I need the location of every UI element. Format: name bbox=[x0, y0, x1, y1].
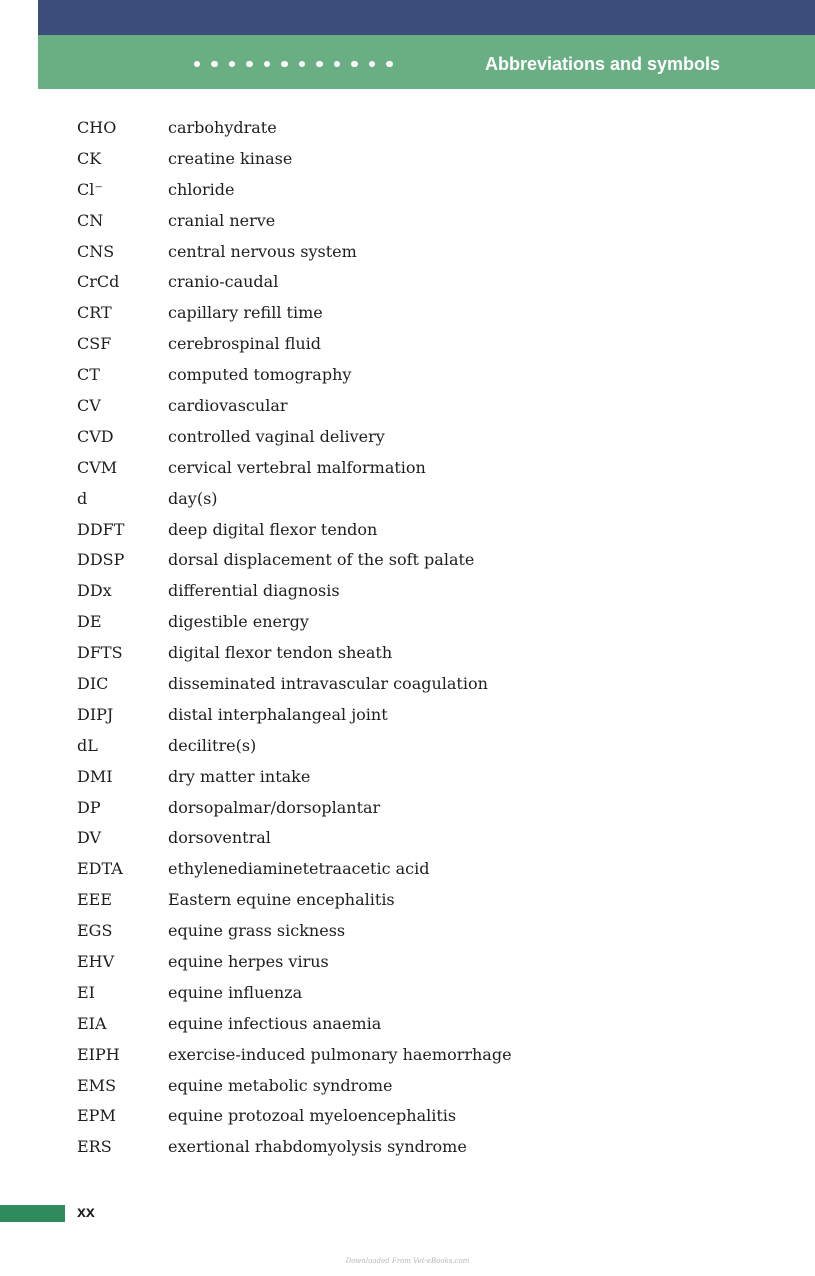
abbreviation-row bbox=[77, 637, 512, 668]
abbreviation-row bbox=[77, 1008, 512, 1039]
abbreviation-term: DIPJ bbox=[77, 704, 114, 724]
page-title: Abbreviations and symbols bbox=[485, 54, 721, 74]
abbreviation-row bbox=[77, 266, 512, 297]
abbreviation-row bbox=[77, 699, 512, 730]
abbreviation-term: Cl⁻ bbox=[77, 179, 103, 199]
abbreviation-term: dL bbox=[77, 735, 98, 755]
abbreviation-list bbox=[77, 112, 512, 1162]
abbreviation-term: EI bbox=[77, 982, 95, 1002]
abbreviation-row bbox=[77, 761, 512, 792]
abbreviation-term: EHV bbox=[77, 951, 115, 971]
abbreviation-term: EIPH bbox=[77, 1044, 120, 1064]
abbreviation-definition: controlled vaginal delivery bbox=[168, 426, 385, 446]
abbreviation-row bbox=[77, 575, 512, 606]
abbreviation-term: CN bbox=[77, 210, 104, 230]
abbreviation-term: d bbox=[77, 488, 88, 508]
watermark: Downloaded From Vet-eBooks.com bbox=[345, 1257, 470, 1265]
abbreviation-row bbox=[77, 946, 512, 977]
abbreviation-definition: equine influenza bbox=[168, 982, 303, 1002]
abbreviation-definition: equine grass sickness bbox=[168, 921, 346, 941]
abbreviation-definition: dorsal displacement of the soft palate bbox=[168, 550, 475, 570]
abbreviation-definition: digital flexor tendon sheath bbox=[168, 643, 393, 663]
abbreviation-row bbox=[77, 822, 512, 853]
header-dot bbox=[246, 61, 252, 67]
abbreviation-term: EPM bbox=[77, 1106, 116, 1126]
header-dot bbox=[211, 61, 217, 67]
abbreviation-row bbox=[77, 390, 512, 421]
abbreviation-row bbox=[77, 328, 512, 359]
header-dot bbox=[229, 61, 235, 67]
abbreviation-definition: equine herpes virus bbox=[168, 951, 329, 971]
abbreviation-term: DDx bbox=[77, 581, 112, 601]
abbreviation-row bbox=[77, 544, 512, 575]
abbreviation-row bbox=[77, 143, 512, 174]
abbreviation-definition: deep digital flexor tendon bbox=[168, 519, 378, 539]
abbreviation-row bbox=[77, 174, 512, 205]
abbreviation-term: EDTA bbox=[77, 859, 123, 879]
abbreviation-row bbox=[77, 112, 512, 143]
abbreviation-definition: creatine kinase bbox=[168, 148, 293, 168]
abbreviation-row bbox=[77, 359, 512, 390]
abbreviation-definition: dorsopalmar/dorsoplantar bbox=[168, 797, 381, 817]
abbreviation-term: CSF bbox=[77, 334, 112, 354]
abbreviation-term: CVD bbox=[77, 426, 114, 446]
abbreviation-definition: day(s) bbox=[168, 488, 218, 508]
abbreviation-term: CRT bbox=[77, 303, 112, 323]
abbreviation-definition: equine protozoal myeloencephalitis bbox=[168, 1106, 457, 1126]
header-dot bbox=[299, 61, 305, 67]
abbreviation-term: DFTS bbox=[77, 643, 123, 663]
abbreviation-definition: equine metabolic syndrome bbox=[168, 1075, 393, 1095]
abbreviation-term: DV bbox=[77, 828, 102, 848]
abbreviation-row bbox=[77, 1131, 512, 1162]
abbreviation-row bbox=[77, 236, 512, 267]
abbreviation-definition: cranial nerve bbox=[168, 210, 276, 230]
header-top-band bbox=[38, 0, 815, 35]
header-dot bbox=[369, 61, 375, 67]
abbreviation-term: CHO bbox=[77, 117, 117, 137]
abbreviation-definition: Eastern equine encephalitis bbox=[168, 890, 395, 910]
abbreviation-term: DMI bbox=[77, 766, 113, 786]
abbreviation-row bbox=[77, 205, 512, 236]
header-dot bbox=[281, 61, 287, 67]
abbreviation-row bbox=[77, 514, 512, 545]
abbreviation-definition: dorsoventral bbox=[168, 828, 271, 848]
abbreviation-definition: cerebrospinal fluid bbox=[168, 334, 322, 354]
abbreviation-row bbox=[77, 977, 512, 1008]
abbreviation-definition: computed tomography bbox=[168, 365, 352, 385]
footer-accent-bar bbox=[0, 1205, 65, 1222]
abbreviation-term: CK bbox=[77, 148, 102, 168]
abbreviation-definition: digestible energy bbox=[168, 612, 309, 632]
abbreviation-definition: dry matter intake bbox=[168, 766, 311, 786]
abbreviation-term: CNS bbox=[77, 241, 115, 261]
abbreviation-row bbox=[77, 1039, 512, 1070]
abbreviation-term: EMS bbox=[77, 1075, 117, 1095]
abbreviation-definition: cardiovascular bbox=[168, 395, 288, 415]
header-dot bbox=[264, 61, 270, 67]
abbreviation-term: DIC bbox=[77, 673, 109, 693]
abbreviation-definition: disseminated intravascular coagulation bbox=[168, 673, 488, 693]
abbreviation-term: CVM bbox=[77, 457, 118, 477]
abbreviation-term: EIA bbox=[77, 1013, 107, 1033]
header-dot bbox=[386, 61, 392, 67]
abbreviation-definition: differential diagnosis bbox=[168, 581, 340, 601]
abbreviation-term: CrCd bbox=[77, 272, 120, 292]
abbreviation-term: DP bbox=[77, 797, 101, 817]
page-number: xx bbox=[77, 1204, 95, 1221]
abbreviation-row bbox=[77, 421, 512, 452]
header-dot bbox=[334, 61, 340, 67]
abbreviation-row bbox=[77, 730, 512, 761]
abbreviation-term: EGS bbox=[77, 921, 113, 941]
abbreviation-row bbox=[77, 915, 512, 946]
abbreviation-row bbox=[77, 853, 512, 884]
abbreviation-definition: ethylenediaminetetraacetic acid bbox=[168, 859, 430, 879]
abbreviation-row bbox=[77, 668, 512, 699]
abbreviation-term: ERS bbox=[77, 1137, 112, 1157]
abbreviation-definition: carbohydrate bbox=[168, 117, 277, 137]
abbreviation-definition: distal interphalangeal joint bbox=[168, 704, 388, 724]
abbreviation-definition: equine infectious anaemia bbox=[168, 1013, 382, 1033]
header-dot-row bbox=[194, 61, 393, 68]
abbreviation-definition: chloride bbox=[168, 179, 235, 199]
abbreviation-row bbox=[77, 483, 512, 514]
abbreviation-row bbox=[77, 452, 512, 483]
abbreviation-definition: decilitre(s) bbox=[168, 735, 257, 755]
abbreviation-term: CT bbox=[77, 365, 100, 385]
abbreviation-term: CV bbox=[77, 395, 101, 415]
header-dot bbox=[194, 61, 200, 67]
abbreviation-definition: exercise-induced pulmonary haemorrhage bbox=[168, 1044, 512, 1064]
abbreviation-row bbox=[77, 1101, 512, 1132]
abbreviation-row bbox=[77, 792, 512, 823]
abbreviation-definition: central nervous system bbox=[168, 241, 357, 261]
abbreviation-row bbox=[77, 1070, 512, 1101]
abbreviation-row bbox=[77, 297, 512, 328]
header-dot bbox=[316, 61, 322, 67]
abbreviation-definition: capillary refill time bbox=[168, 303, 323, 323]
abbreviation-row bbox=[77, 884, 512, 915]
abbreviation-row bbox=[77, 606, 512, 637]
abbreviation-term: EEE bbox=[77, 890, 113, 910]
abbreviation-definition: cervical vertebral malformation bbox=[168, 457, 426, 477]
header-dot bbox=[351, 61, 357, 67]
abbreviation-term: DDFT bbox=[77, 519, 125, 539]
abbreviation-term: DDSP bbox=[77, 550, 125, 570]
abbreviation-definition: exertional rhabdomyolysis syndrome bbox=[168, 1137, 467, 1157]
abbreviation-term: DE bbox=[77, 612, 102, 632]
abbreviation-definition: cranio-caudal bbox=[168, 272, 279, 292]
